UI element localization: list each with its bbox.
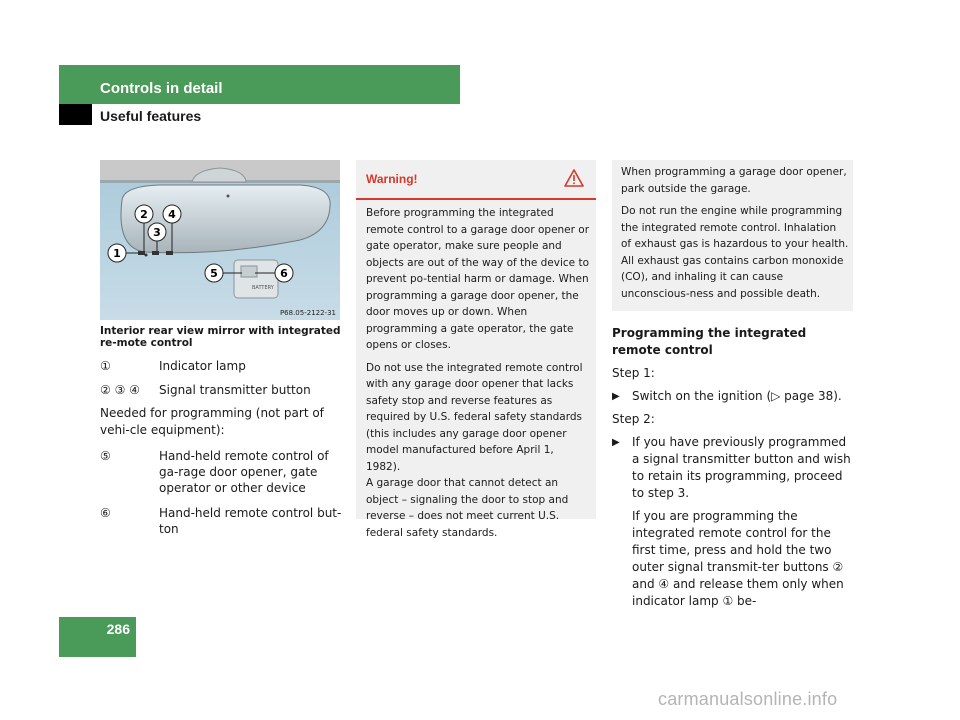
instruction-bullet: [612, 434, 857, 502]
note-para: When programming a garage door opener, park outside the garage.: [621, 166, 847, 195]
bullet-text: Switch on the ignition (▷ page 38).: [632, 389, 842, 403]
warning-para: Before programming the integrated remote control to a garage door opener or gate operator, make sure people and objects are out of the way of the device to prevent po-tential harm or damage. When programming a garage door opener, the door moves up or down. When programming a gate operator, the gate opens or closes.: [366, 207, 590, 351]
note-box: [612, 160, 853, 311]
warning-divider: [356, 198, 596, 200]
mirror-button-2: [152, 251, 159, 255]
legend-marks: ⑥: [100, 506, 111, 520]
mirror-figure: [100, 160, 340, 320]
mirror-illustration: [100, 160, 340, 320]
callout-2: 2: [140, 208, 148, 221]
warning-text: [366, 205, 591, 547]
step-label: Step 1:: [612, 366, 655, 380]
step-label: Step 2:: [612, 412, 655, 426]
legend-marks: ⑤: [100, 449, 111, 463]
callout-6: 6: [280, 267, 288, 280]
programming-section: [612, 325, 857, 616]
callout-4: 4: [168, 208, 176, 221]
legend-text: Signal transmitter button: [159, 383, 311, 397]
watermark: carmanualsonline.info: [658, 689, 838, 709]
legend-text: Hand-held remote control of ga-rage door opener, gate operator or other device: [159, 449, 329, 495]
bullet-arrow-icon: ▶: [612, 391, 620, 402]
warning-para: Do not use the integrated remote control with any garage door opener that lacks safety stop and reverse features as required by U.S. federal safety standards (this includes any garage door opener model manufactured before April 1, 1982).: [366, 361, 583, 473]
page-number: 286: [106, 621, 130, 637]
legend-marks: ② ③ ④: [100, 383, 140, 397]
header-marker: [59, 104, 92, 125]
page-number-tab: [59, 617, 136, 657]
note-para: Do not run the engine while programming the integrated remote control. Inhalation of exhaust gas is hazardous to your health. All exhaust gas contains carbon monoxide (CO), and inhaling it can cause unconscious-ness and possible death.: [621, 205, 849, 300]
programming-heading: Programming the integrated remote control: [612, 326, 807, 357]
warning-title: Warning!: [366, 172, 418, 186]
legend-text: Hand-held remote control but-ton: [159, 506, 342, 536]
callout-3: 3: [153, 226, 161, 239]
bullet-arrow-icon: ▶: [612, 437, 620, 448]
figure-caption: Interior rear view mirror with integrated re-mote control: [100, 325, 341, 349]
instruction-bullet: [612, 388, 857, 405]
callout-5: 5: [210, 267, 218, 280]
mirror-button-1: [138, 251, 145, 255]
section-title: Controls in detail: [100, 80, 223, 97]
legend-marks: ①: [100, 359, 111, 373]
warning-triangle-icon: [564, 169, 584, 187]
warning-box: [356, 160, 596, 539]
section-subtitle: Useful features: [100, 108, 202, 124]
figure-code: P68.05-2122-31: [279, 309, 336, 317]
legend-text: Indicator lamp: [159, 359, 246, 373]
instruction-paragraph: If you are programming the integrated remote control for the first time, press and hold the two outer signal transmit-ter buttons ② and ④ and release them only when indicator lamp ① be-: [632, 509, 844, 608]
note-text: [621, 164, 849, 308]
warning-para: A garage door that cannot detect an object – signaling the door to stop and reverse – does not meet current U.S. federal safety standards.: [366, 477, 569, 539]
callout-1: 1: [113, 247, 121, 260]
needed-text: Needed for programming (not part of vehi-cle equipment):: [100, 406, 324, 437]
mirror-button-3: [166, 251, 173, 255]
battery-label: BATTERY: [252, 285, 274, 291]
hand-held-remote: [234, 260, 278, 298]
bullet-text: If you have previously programmed a signal transmitter button and wish to retain its programming, proceed to step 3.: [632, 435, 851, 500]
